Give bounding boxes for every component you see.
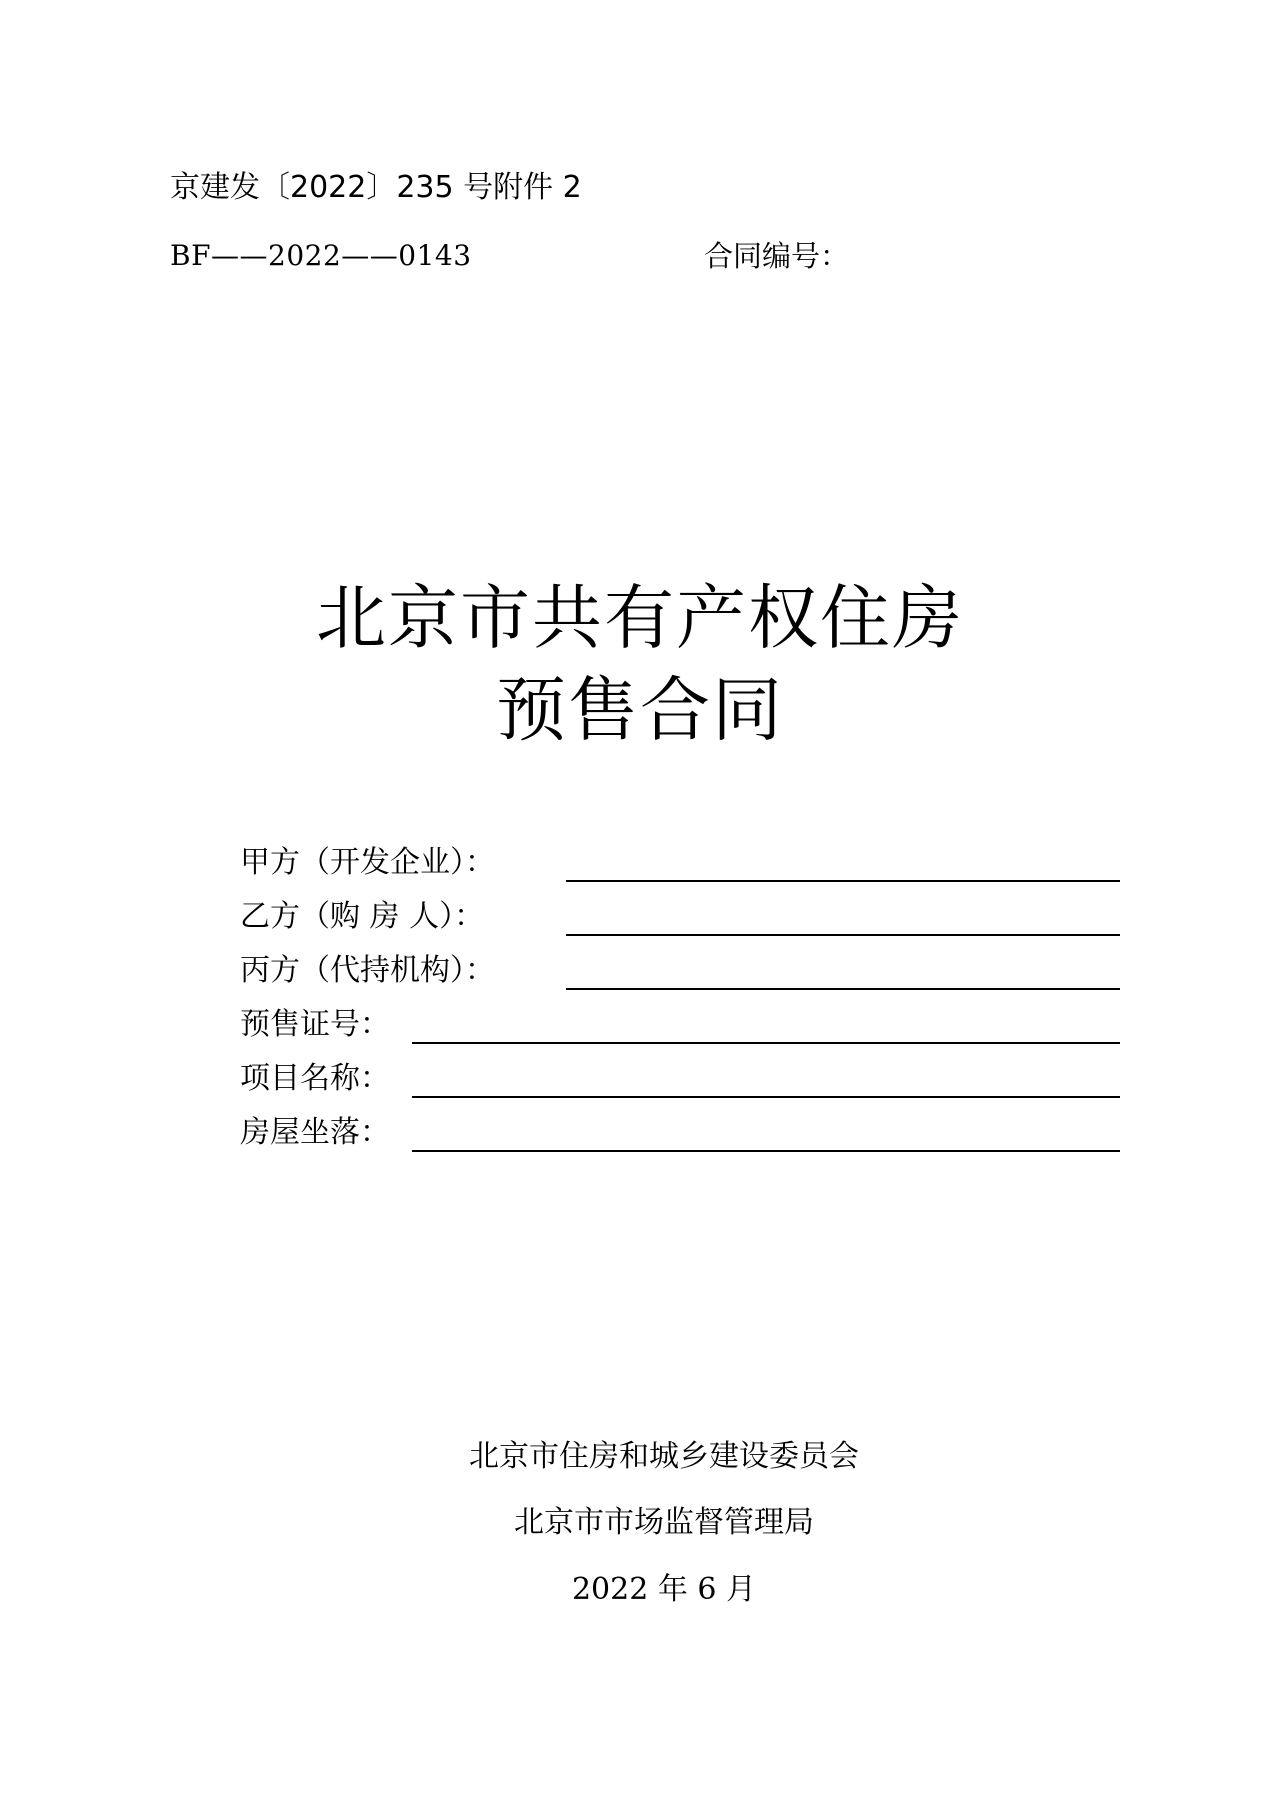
field-party-b — [240, 890, 1120, 944]
field-blank-line[interactable] — [566, 880, 1120, 882]
field-blank-line[interactable] — [566, 934, 1120, 936]
field-label: 乙方（购 房 人）： — [240, 899, 485, 934]
form-code: BF——2022——0143 — [170, 239, 472, 272]
field-party-a — [240, 836, 1120, 890]
issuer-1: 北京市住房和城乡建设委员会 — [469, 1439, 859, 1474]
issuer-2: 北京市市场监督管理局 — [514, 1505, 814, 1540]
document-reference: 京建发〔2022〕235 号附件 2 — [170, 170, 582, 205]
field-label: 丙方（代持机构）： — [240, 953, 495, 988]
title-line-1: 北京市共有产权住房 — [316, 577, 964, 659]
field-label: 房屋坐落： — [240, 1115, 390, 1150]
field-blank-line[interactable] — [412, 1042, 1120, 1044]
field-label: 预售证号： — [240, 1007, 390, 1042]
field-property-location — [240, 1106, 1120, 1160]
field-blank-line[interactable] — [412, 1096, 1120, 1098]
field-presale-cert — [240, 998, 1120, 1052]
field-blank-line[interactable] — [412, 1150, 1120, 1152]
contract-number-label: 合同编号： — [704, 239, 850, 273]
field-label: 甲方（开发企业）： — [240, 845, 495, 880]
field-project-name — [240, 1052, 1120, 1106]
issue-date: 2022 年 6 月 — [571, 1572, 757, 1607]
field-blank-line[interactable] — [566, 988, 1120, 990]
title-line-2: 预售合同 — [496, 669, 784, 751]
document-title — [0, 572, 1280, 756]
field-label: 项目名称： — [240, 1061, 390, 1096]
party-fields — [240, 836, 1120, 1160]
field-party-c — [240, 944, 1120, 998]
